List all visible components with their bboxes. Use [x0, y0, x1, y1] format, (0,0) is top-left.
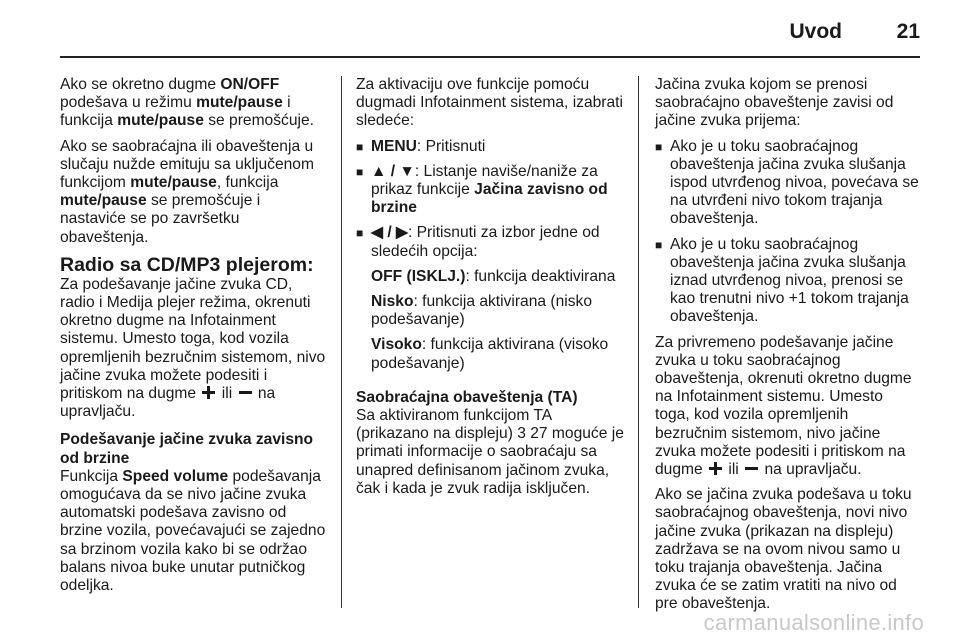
bold-term: mute/pause: [130, 174, 217, 192]
text: podešava u režimu: [60, 94, 197, 112]
text: ili: [221, 385, 233, 403]
bold-term: mute/pause: [60, 192, 147, 210]
paragraph: Jačina zvuka kojom se prenosi saobraćajno obaveštenje zavisi od jačine zvuka prijema:: [655, 76, 894, 130]
option-item: [356, 293, 624, 329]
section-title: Uvod: [789, 20, 842, 43]
text: moguće je primati informacije o saobraćaju sa unapred definisanom jačinom zvuka, čak i kada je zvuk radija isključen.: [356, 425, 624, 497]
text: se premošćuje.: [203, 112, 314, 130]
text: se premošćuje i nastaviće se po završetku obaveštenja.: [60, 192, 261, 246]
minus-icon: [745, 462, 758, 475]
text: Funkcija: [60, 467, 123, 485]
text: : funkcija aktivirana (visoko podešavanje): [371, 336, 609, 372]
text: : funkcija deaktivirana: [465, 267, 616, 285]
left-right-arrows-icon: ◀ / ▶: [371, 224, 408, 242]
column-1: [60, 76, 328, 602]
bold-term: MENU: [371, 137, 417, 155]
bold-term: mute/pause: [196, 94, 283, 112]
text: Ako se saobraćajna ili obaveštenja u slučaju nužde emituju sa uključenom funkcijom: [60, 137, 314, 192]
paragraph: [60, 76, 328, 131]
option-item: [356, 336, 624, 372]
text: : Listanje naviše/naniže za prikaz funkcije: [371, 162, 598, 199]
paragraph: [60, 138, 328, 247]
subheading: Saobraćajna obaveštenja (TA): [356, 388, 578, 406]
option-item: [356, 268, 624, 286]
column-divider: [638, 76, 639, 608]
section-heading: Radio sa CD/MP3 plejerom:: [60, 253, 314, 276]
subheading: Podešavanje jačine zvuka zavisno od brzine: [60, 431, 314, 467]
bold-term: Nisko: [371, 293, 414, 311]
text: , funkcija: [216, 174, 279, 192]
list-item: [356, 138, 624, 156]
bold-term: ON/OFF: [220, 76, 280, 93]
text: Za podešavanje jačine zvuka CD, radio i Medija plejer režima, okrenuti okretno dugme na Infotainment sistemu. Umesto toga, kod vozila opremljenih bezručnim sistemom, nivo jačine zvuka možete podesiti i pritiskom na dugme: [60, 275, 326, 403]
text: podešavanja omogućava da se nivo jačine zvuka automatski podešava zavisno od brzine vozila, povećavajući se zajedno sa brzinom vozila kako bi se održao balans nivoa buke unutar putničkog odeljka.: [60, 467, 326, 595]
list-item: [356, 224, 624, 260]
paragraph: [60, 276, 328, 422]
paragraph: [655, 334, 921, 480]
text: na upravljaču.: [60, 385, 276, 421]
up-down-arrows-icon: ▲ / ▼: [371, 162, 415, 180]
paragraph: [356, 407, 624, 498]
paragraph: Za aktivaciju ove funkcije pomoću dugmadi Infotainment sistema, izabrati sledeće:: [356, 76, 623, 130]
text: : funkcija aktivirana (nisko podešavanje): [371, 293, 593, 329]
text: : Pritisnuti: [416, 137, 486, 155]
minus-icon: [239, 386, 252, 399]
paragraph: Ako se jačina zvuka podešava u toku saobraćajnog obaveštenja, novi nivo jačine zvuka (prikazan na displeju) zadržava se na ovom nivou samo u toku trajanja obaveštenja. Jačina zvuka će se zatim vratiti na nivo od pre obaveštenja.: [655, 486, 912, 613]
text: : Pritisnuti za izbor jedne od sledećih opcija:: [371, 224, 600, 260]
bold-term: Speed volume: [122, 467, 229, 485]
paragraph: [60, 468, 328, 595]
column-divider: [341, 76, 342, 608]
text: Sa aktiviranom funkcijom TA (prikazano na displeju): [356, 407, 552, 443]
list-item: ■ Ako je u toku saobraćajnog obaveštenja jačina zvuka slušanja iznad utvrđenog nivoa, prenosi se kao trenutni nivo +1 tokom trajanja obaveštenja.: [655, 236, 921, 327]
bold-term: Jačina zavisno od brzine: [371, 181, 608, 217]
text: Ako se okretno dugme: [60, 76, 221, 93]
page-number: 21: [896, 20, 920, 43]
text: Za privremeno podešavanje jačine zvuka u toku saobraćajnog obaveštenja, okrenuti okretno dugme na Infotainment sistemu. Umesto toga, kod vozila opremljenih bezručnim sistemom, nivo jačine zvuka možete podesiti i pritiskom na dugme: [655, 333, 912, 479]
bold-term: OFF (ISKLJ.): [371, 267, 466, 285]
column-2: [356, 76, 624, 505]
page-reference: 3 27: [517, 425, 548, 443]
text: na upravljaču.: [764, 461, 862, 479]
bold-term: mute/pause: [117, 112, 204, 130]
text: ili: [728, 461, 739, 479]
bold-term: Visoko: [371, 336, 422, 354]
plus-icon: [709, 462, 722, 475]
watermark: carmanualsonline.info: [703, 610, 924, 635]
column-3: [655, 76, 921, 621]
list-item: [356, 163, 624, 218]
text: i funkcija: [60, 94, 291, 130]
list-item: ■ Ako je u toku saobraćajnog obaveštenja jačina zvuka slušanja ispod utvrđenog nivoa, povećava se na utvrđeni nivo tokom trajanja obaveštenja.: [655, 138, 921, 229]
header-rule: [60, 56, 920, 58]
page-header: [0, 0, 960, 64]
plus-icon: [202, 386, 215, 399]
